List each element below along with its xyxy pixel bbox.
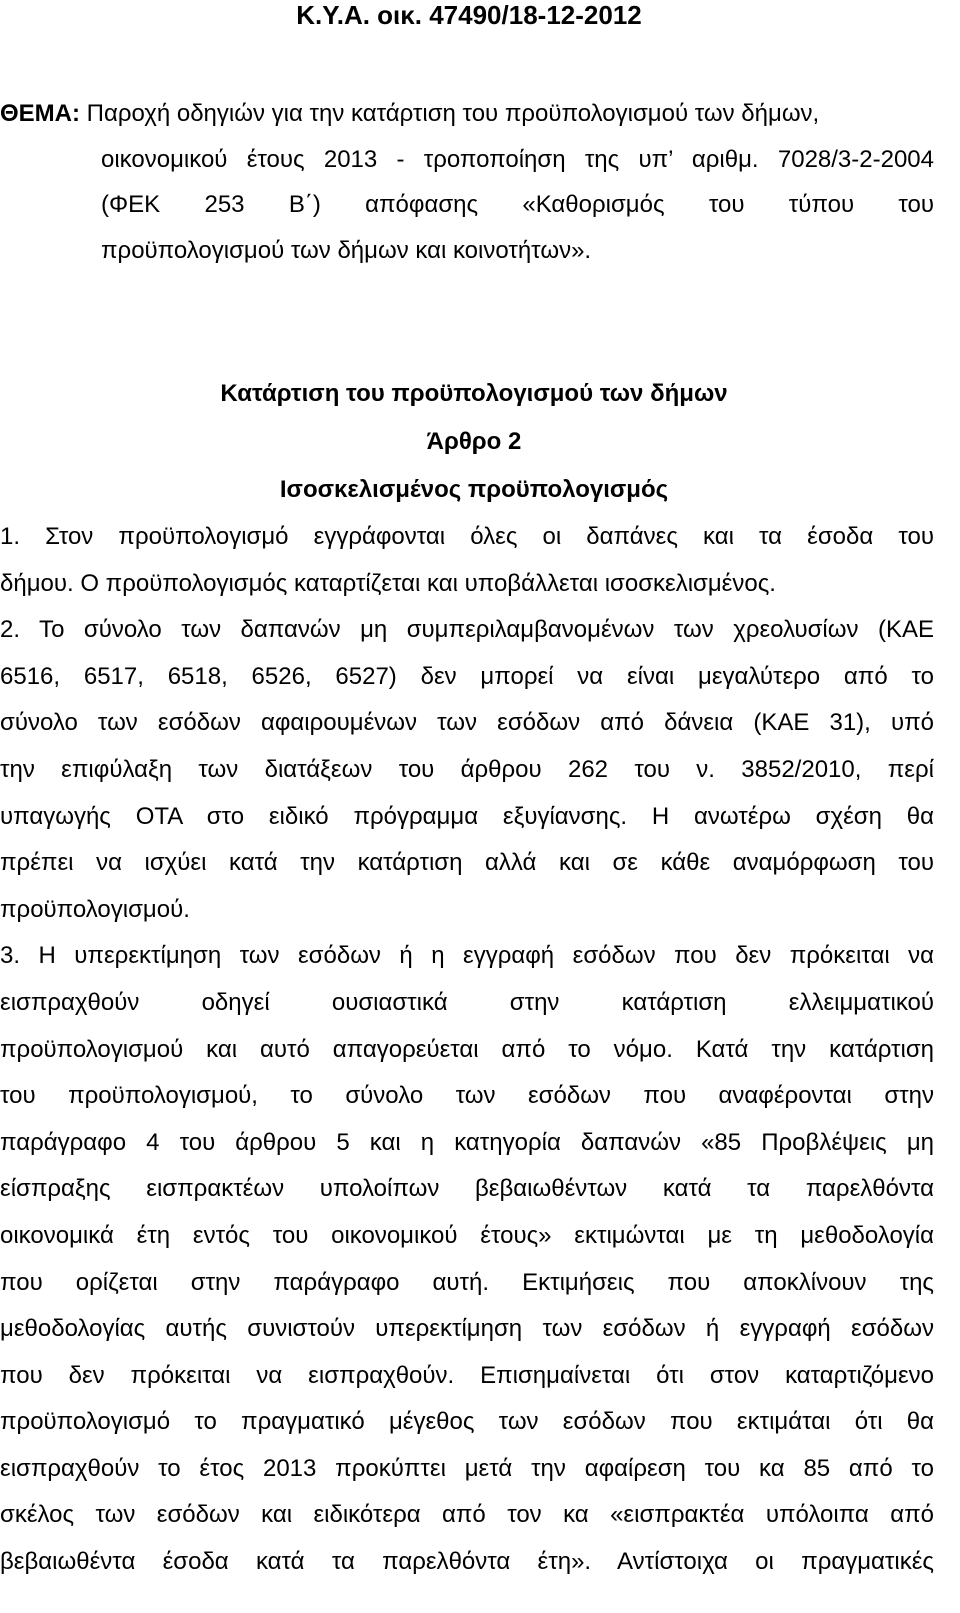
body-line: 1. Στον προϋπολογισμό εγγράφονται όλες οι δαπάνες και τα έσοδα του xyxy=(0,523,934,550)
section-title: Κατάρτιση του προϋπολογισμού των δήμων xyxy=(220,380,728,407)
body-line: προϋπολογισμό το πραγματικό μέγεθος των εσόδων που εκτιμάται ότι θα xyxy=(0,1408,934,1436)
body-line: είσπραξης εισπρακτέων υπολοίπων βεβαιωθέντων κατά τα παρελθόντα xyxy=(0,1175,934,1203)
body-line: εισπραχθούν το έτος 2013 προκύπτει μετά την αφαίρεση του κα 85 από το xyxy=(0,1454,934,1482)
body-line: 6516, 6517, 6518, 6526, 6527) δεν μπορεί να είναι μεγαλύτερο από το xyxy=(0,662,934,690)
body-line: 3. Η υπερεκτίμηση των εσόδων ή η εγγραφή εσόδων που δεν πρόκειται να xyxy=(0,942,934,970)
subject-text-1: Παροχή οδηγιών για την κατάρτιση του προϋπολογισμού των δήμων, xyxy=(80,100,820,127)
document-reference: Κ.Υ.Α. οικ. 47490/18-12-2012 xyxy=(296,0,642,30)
article-title: Ισοσκελισμένος προϋπολογισμός xyxy=(279,476,669,503)
body-line: παράγραφο 4 του άρθρου 5 και η κατηγορία δαπανών «85 Προβλέψεις μη xyxy=(0,1128,934,1156)
body-line: οικονομικά έτη εντός του οικονομικού έτους» εκτιμώνται με τη μεθοδολογία xyxy=(0,1221,934,1249)
article-number: Άρθρο 2 xyxy=(426,428,522,455)
subject-line-4: προϋπολογισμού των δήμων και κοινοτήτων». xyxy=(101,236,592,264)
subject-block xyxy=(0,91,934,273)
body-line: την επιφύλαξη των διατάξεων του άρθρου 262 του ν. 3852/2010, περί xyxy=(0,755,934,783)
body-line: υπαγωγής ΟΤΑ στο ειδικό πρόγραμμα εξυγίανσης. Η ανωτέρω σχέση θα xyxy=(0,802,934,830)
section-heading xyxy=(0,370,934,514)
body-line: που ορίζεται στην παράγραφο αυτή. Εκτιμήσεις που αποκλίνουν της xyxy=(0,1268,934,1296)
article-body xyxy=(0,514,934,1586)
body-line: σύνολο των εσόδων αφαιρουμένων των εσόδων από δάνεια (ΚΑΕ 31), υπό xyxy=(0,709,934,737)
body-line: 2. Το σύνολο των δαπανών μη συμπεριλαμβανομένων των χρεολυσίων (ΚΑΕ xyxy=(0,616,934,644)
subject-line-1 xyxy=(0,91,934,137)
body-line: του προϋπολογισμού, το σύνολο των εσόδων που αναφέρονται στην xyxy=(0,1082,934,1110)
body-line: προϋπολογισμού. xyxy=(0,895,190,923)
subject-label: ΘΕΜΑ: xyxy=(0,100,80,127)
subject-line-3: (ΦΕΚ 253 Β΄) απόφασης «Καθορισμός του τύπου του xyxy=(101,191,934,218)
body-line: μεθοδολογίας αυτής συνιστούν υπερεκτίμηση των εσόδων ή εγγραφή εσόδων xyxy=(0,1315,934,1343)
body-line: βεβαιωθέντα έσοδα κατά τα παρελθόντα έτη». Αντίστοιχα οι πραγματικές xyxy=(0,1548,934,1576)
body-line: προϋπολογισμού και αυτό απαγορεύεται από το νόμο. Κατά την κατάρτιση xyxy=(0,1035,934,1063)
body-line: σκέλος των εσόδων και ειδικότερα από τον κα «εισπρακτέα υπόλοιπα από xyxy=(0,1501,934,1529)
subject-line-2: οικονομικού έτους 2013 - τροποποίηση της υπ’ αριθμ. 7028/3-2-2004 xyxy=(101,145,934,173)
body-line: δήμου. Ο προϋπολογισμός καταρτίζεται και υποβάλλεται ισοσκελισμένος. xyxy=(0,569,776,597)
body-line: πρέπει να ισχύει κατά την κατάρτιση αλλά και σε κάθε αναμόρφωση του xyxy=(0,849,934,877)
body-line: που δεν πρόκειται να εισπραχθούν. Επισημαίνεται ότι στον καταρτιζόμενο xyxy=(0,1361,934,1389)
body-line: εισπραχθούν οδηγεί ουσιαστικά στην κατάρτιση ελλειμματικού xyxy=(0,988,934,1016)
